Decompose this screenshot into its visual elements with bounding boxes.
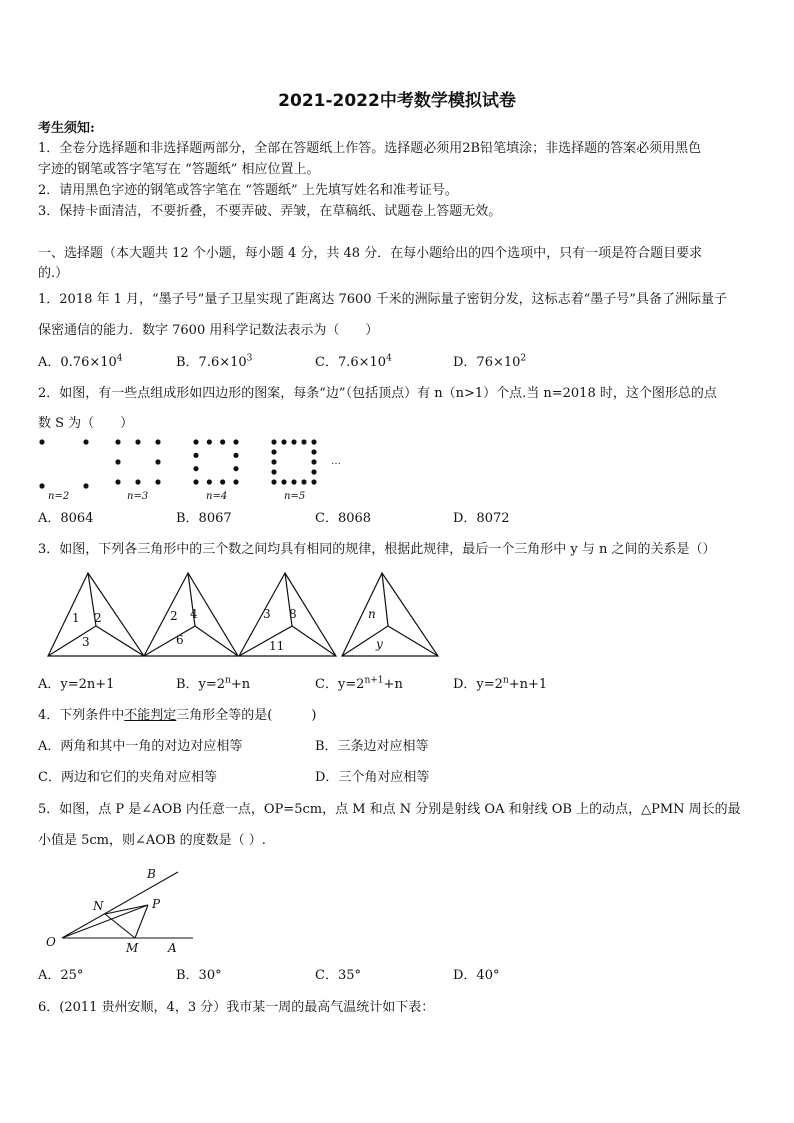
pattern-dot [155,439,160,444]
label-m: M [126,941,139,955]
dot-label: n=5 [284,491,306,502]
pattern-dot [291,439,296,444]
label-p: P [152,897,161,911]
question-4-text: 4．下列条件中不能判定三角形全等的是( ) [38,708,317,723]
tri4-c: y [376,637,383,651]
tri1-c: 3 [82,635,90,649]
q5-option-d[interactable]: D．40° [453,968,500,983]
pattern-dot [135,479,140,484]
pattern-dot [193,453,198,458]
dot-label: n=2 [48,491,70,502]
pattern-dot [135,439,140,444]
q4-option-d[interactable]: D．三个角对应相等 [315,770,430,785]
q3-option-d[interactable]: D．$y=2^n+n+1$ [453,675,548,692]
pattern-dot [291,479,296,484]
q3-option-a[interactable]: A．y=2n+1 [38,677,115,692]
q1-option-b[interactable]: B．$7.6\times 10^3$ [176,353,253,370]
pattern-dot [233,439,238,444]
question-2-text: 2．如图，有一些点组成形如四边形的图案，每条“边”（包括顶点）有 n（n>1）个点.当 n=2018 时，这个图形总的点 [38,386,717,401]
section-heading-cont: 的.） [38,266,69,281]
pattern-dot [271,459,276,464]
triangles-svg [40,568,440,663]
pattern-dot [193,466,198,471]
q3-option-b[interactable]: B．$y=2^n+n$ [176,675,251,692]
q1-option-a[interactable]: A．$0.76\times 10^4$ [38,353,123,370]
q2-option-a[interactable]: A．8064 [38,511,94,526]
pattern-dot [311,459,316,464]
pattern-dot [83,439,88,444]
question-5-text-cont: 小值是 5cm，则∠AOB 的度数是（ ）. [38,833,266,848]
tri3-b: 8 [289,607,297,621]
question-2-text-cont: 数 S 为（ ） [38,416,134,431]
pattern-dot [311,469,316,474]
angle-figure [40,862,210,958]
notice-heading: 考生须知: [38,121,95,136]
label-a: A [168,941,177,955]
q2-option-b[interactable]: B．8067 [176,511,232,526]
question-1-text-cont: 保密通信的能力．数字 7600 用科学记数法表示为（ ） [38,323,379,338]
pattern-dot [233,479,238,484]
label-o: O [46,935,56,949]
tri2-c: 6 [176,633,184,647]
tri1-a: 1 [72,611,80,625]
pattern-dot [281,439,286,444]
dot-label: n=4 [206,491,228,502]
pattern-dot [207,479,212,484]
q1-option-c[interactable]: C．$7.6\times 10^4$ [315,353,392,370]
tri3-a: 3 [263,607,271,621]
dot-pattern-figure [30,436,360,506]
pattern-dot [193,439,198,444]
q5-option-b[interactable]: B．30° [176,968,222,983]
q2-option-c[interactable]: C．8068 [315,511,372,526]
question-6-text: 6．(2011 贵州安顺，4，3 分）我市某一周的最高气温统计如下表： [38,1000,435,1015]
pattern-dot [39,439,44,444]
pattern-dot [271,449,276,454]
pattern-dot [271,469,276,474]
pattern-dot [220,439,225,444]
dot-pattern-svg [30,436,360,506]
q5-option-c[interactable]: C．35° [315,968,361,983]
tri3-c: 11 [269,639,285,653]
pattern-dot [311,479,316,484]
dot-label: n=3 [127,491,149,502]
notice-item: 3．保持卡面清洁，不要折叠，不要弄破、弄皱，在草稿纸、试题卷上答题无效。 [38,204,502,219]
pattern-dot [311,439,316,444]
tri4-a: n [368,607,376,621]
pattern-dot [311,449,316,454]
page-title: 2021-2022中考数学模拟试卷 [278,91,516,111]
tri1-b: 2 [94,611,102,625]
label-b: B [147,867,156,881]
pattern-dot [115,439,120,444]
pattern-dot [83,483,88,488]
tri2-a: 2 [170,609,178,623]
q4-option-a[interactable]: A．两角和其中一角的对边对应相等 [38,739,243,754]
pattern-dot [155,459,160,464]
pattern-dot [193,479,198,484]
q4-option-b[interactable]: B．三条边对应相等 [315,739,429,754]
pattern-dot [233,453,238,458]
pattern-dot [39,483,44,488]
pattern-dot [155,479,160,484]
question-1-text: 1．2018 年 1 月，“墨子号”量子卫星实现了距离达 7600 千米的洲际量子密钥分发，这标志着“墨子号”具备了洲际量子 [38,292,727,307]
question-3-text: 3．如图，下列各三角形中的三个数之间均具有相同的规律，根据此规律，最后一个三角形中 y 与 n 之间的关系是（） [38,542,716,557]
pattern-dot [233,466,238,471]
notice-item: 1．全卷分选择题和非选择题两部分，全部在答题纸上作答。选择题必须用2B铅笔填涂；非选择题的答案必须用黑色 [38,141,702,156]
pattern-dot [115,459,120,464]
question-5-text: 5．如图，点 P 是∠AOB 内任意一点，OP=5cm，点 M 和点 N 分别是射线 OA 和射线 OB 上的动点，△PMN 周长的最 [38,802,741,817]
pattern-dot [207,439,212,444]
ellipsis: … [331,456,341,467]
q1-option-d[interactable]: D．$76\times 10^2$ [453,353,527,370]
pattern-dot [301,479,306,484]
pattern-dot [220,479,225,484]
q4-option-c[interactable]: C．两边和它们的夹角对应相等 [38,770,217,785]
pattern-dot [271,439,276,444]
q5-option-a[interactable]: A．25° [38,968,84,983]
triangle-figure [40,568,440,663]
pattern-dot [281,479,286,484]
q2-option-d[interactable]: D．8072 [453,511,510,526]
tri2-b: 4 [190,607,198,621]
angle-svg [40,862,210,958]
pattern-dot [115,479,120,484]
pattern-dot [271,479,276,484]
notice-item: 字迹的钢笔或答字笔写在 “答题纸” 相应位置上。 [38,162,320,177]
pattern-dot [301,439,306,444]
notice-item: 2．请用黑色字迹的钢笔或答字笔在 “答题纸” 上先填写姓名和准考证号。 [38,183,458,198]
label-n: N [93,899,104,913]
section-heading: 一、选择题（本大题共 12 个小题，每小题 4 分，共 48 分．在每小题给出的四个选项中，只有一项是符合题目要求 [38,246,703,261]
q3-option-c[interactable]: C．$y=2^{n+1}+n$ [315,675,403,692]
